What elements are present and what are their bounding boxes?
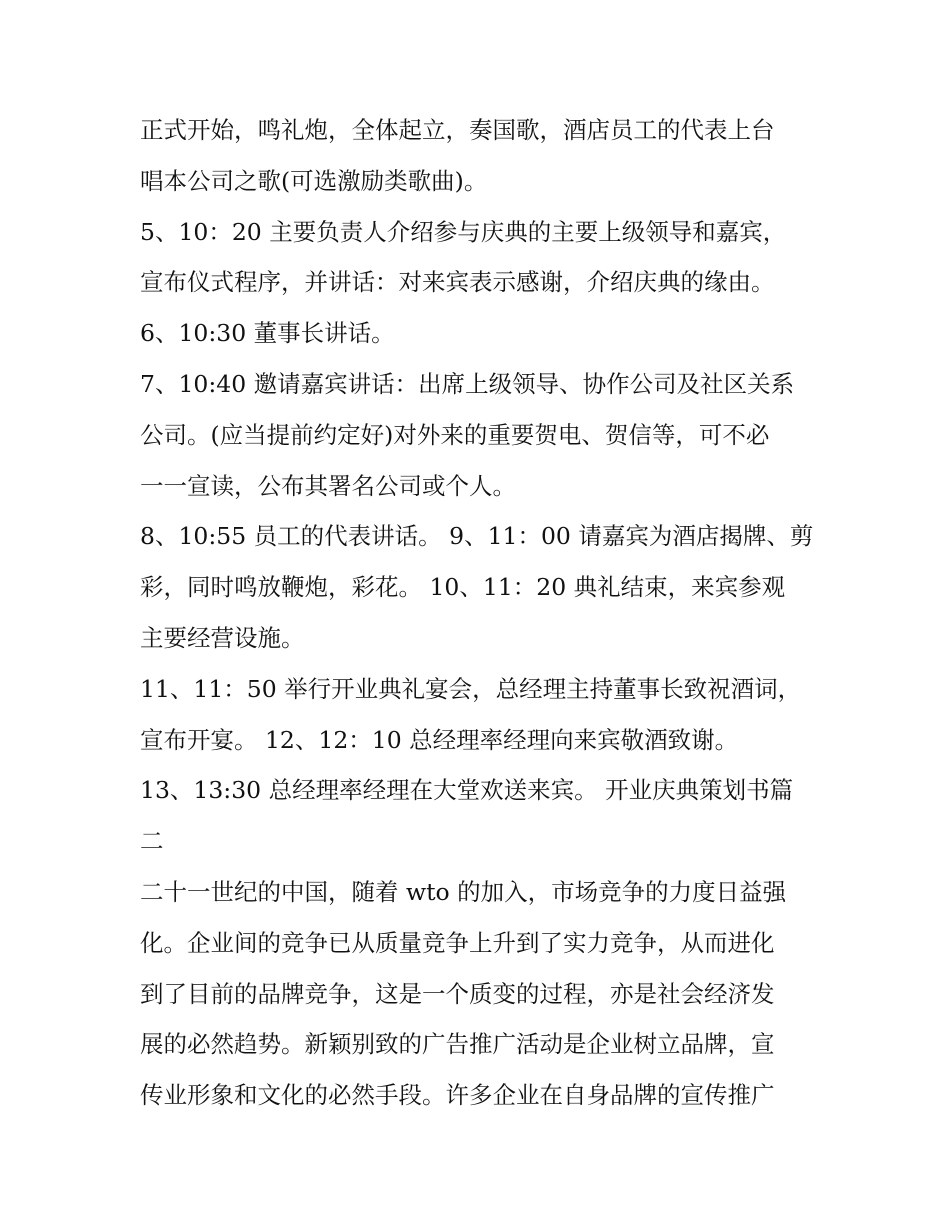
document-body	[140, 105, 840, 1121]
text-line: 公司。(应当提前约定好)对外来的重要贺电、贺信等，可不必	[140, 420, 770, 449]
text-line: 5、10：20 主要负责人介绍参与庆典的主要上级领导和嘉宾，	[140, 217, 787, 246]
text-line: 到了目前的品牌竞争，这是一个质变的过程，亦是社会经济发	[140, 979, 775, 1008]
text-line: 6、10:30 董事长讲话。	[140, 319, 395, 348]
text-line: 8、10:55 员工的代表讲话。 9、11：00 请嘉宾为酒店揭牌、剪	[140, 522, 814, 551]
text-line: 正式开始，鸣礼炮，全体起立，奏国歌，酒店员工的代表上台	[140, 116, 775, 144]
text-line: 7、10:40 邀请嘉宾讲话：出席上级领导、协作公司及社区关系	[140, 369, 795, 398]
text-line: 化。企业间的竞争已从质量竞争上升到了实力竞争，从而进化	[140, 928, 775, 957]
text-line: 彩，同时鸣放鞭炮，彩花。 10、11：20 典礼结束，来宾参观	[140, 573, 786, 602]
text-line: 宣布开宴。 12、12：10 总经理率经理向来宾敬酒致谢。	[140, 725, 739, 754]
text-line: 二	[140, 827, 164, 856]
text-line: 展的必然趋势。新颖别致的广告推广活动是企业树立品牌，宣	[140, 1030, 775, 1059]
text-line: 11、11：50 举行开业典礼宴会，总经理主持董事长致祝酒词，	[140, 674, 802, 703]
text-line: 宣布仪式程序，并讲话：对来宾表示感谢，介绍庆典的缘由。	[140, 268, 775, 297]
text-line: 主要经营设施。	[140, 623, 305, 652]
text-line: 唱本公司之歌(可选激励类歌曲)。	[140, 166, 488, 195]
text-line: 传业形象和文化的必然手段。许多企业在自身品牌的宣传推广	[140, 1081, 775, 1110]
text-line: 二十一世纪的中国，随着 wto 的加入，市场竞争的力度日益强	[140, 877, 787, 906]
text-line: 13、13:30 总经理率经理在大堂欢送来宾。 开业庆典策划书篇	[140, 776, 794, 805]
text-line: 一一宣读，公布其署名公司或个人。	[140, 471, 516, 500]
